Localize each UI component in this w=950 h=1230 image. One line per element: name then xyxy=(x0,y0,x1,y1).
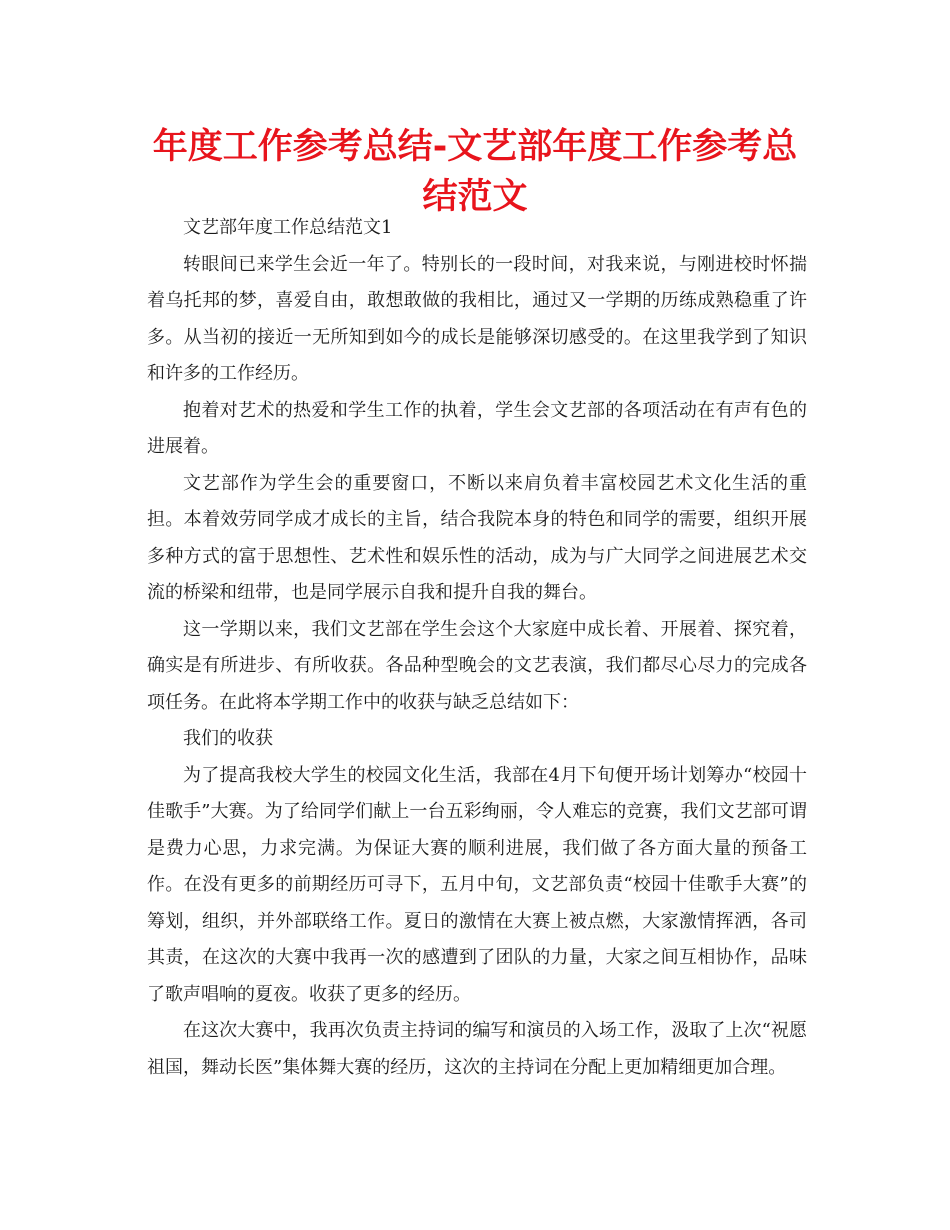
paragraph: 为了提高我校大学生的校园文化生活，我部在4月下旬便开场计划筹办“校园十佳歌手”大赛。为了给同学们献上一台五彩绚丽，令人难忘的竞赛，我们文艺部可谓是费力心思，力求完满。为保证大赛的顺利进展，我们做了各方面大量的预备工作。在没有更多的前期经历可寻下，五月中旬，文艺部负责“校园十佳歌手大赛”的筹划，组织，并外部联络工作。夏日的激情在大赛上被点燃，大家激情挥洒，各司其责，在这次的大赛中我再一次的感遭到了团队的力量，大家之间互相协作，品味了歌声唱响的夏夜。收获了更多的经历。 xyxy=(147,764,807,1005)
paragraph: 在这次大赛中，我再次负责主持词的编写和演员的入场工作，汲取了上次“祝愿祖国，舞动长医”集体舞大赛的经历，这次的主持词在分配上更加精细更加合理。 xyxy=(147,1020,807,1078)
paragraph: 文艺部作为学生会的重要窗口，不断以来肩负着丰富校园艺术文化生活的重担。本着效劳同学成才成长的主旨，结合我院本身的特色和同学的需要，组织开展多种方式的富于思想性、艺术性和娱乐性的活动，成为与广大同学之间进展艺术交流的桥梁和纽带，也是同学展示自我和提升自我的舞台。 xyxy=(147,472,807,603)
section-heading: 我们的收获 xyxy=(183,728,273,749)
paragraph: 这一学期以来，我们文艺部在学生会这个大家庭中成长着、开展着、探究着，确实是有所进步、有所收获。各品种型晚会的文艺表演，我们都尽心尽力的完成各项任务。在此将本学期工作中的收获与缺乏总结如下： xyxy=(147,618,807,713)
document-body xyxy=(147,210,807,1086)
document-title: 年度工作参考总结-文艺部年度工作参考总结范文 xyxy=(152,127,798,217)
paragraph-subtitle: 文艺部年度工作总结范文1 xyxy=(183,217,393,238)
paragraph: 转眼间已来学生会近一年了。特别长的一段时间，对我来说，与刚进校时怀揣着乌托邦的梦，喜爱自由，敢想敢做的我相比，通过又一学期的历练成熟稳重了许多。从当初的接近一无所知到如今的成长是能够深切感受的。在这里我学到了知识和许多的工作经历。 xyxy=(147,253,807,384)
paragraph: 抱着对艺术的热爱和学生工作的执着，学生会文艺部的各项活动在有声有色的进展着。 xyxy=(147,399,807,457)
